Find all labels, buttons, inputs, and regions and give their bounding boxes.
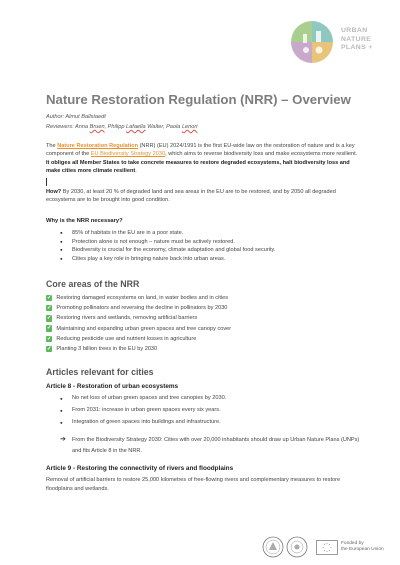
page-title: Nature Restoration Regulation (NRR) – Overview [46, 92, 351, 107]
intro-paragraph: The Nature Restoration Regulation (NRR) (EU) 2024/1991 is the first EU-wide law on the restoration of nature and is a key component of the EU Biodiversity Strategy 2030, which aims to reverse biodiversity loss and make ecosystems more resilient. It obliges all Member States to take concrete measures to restore degraded ecosystems, halt biodiversity loss and make cities more climate resilient. [46, 143, 358, 175]
list-item: ● 85% of habitats in the EU are in a poor state. [60, 229, 275, 238]
arrow-right-icon: ➔ [60, 436, 66, 443]
list-item: ● From 2031: increase in urban green spaces every six years. [60, 405, 226, 417]
biodiversity-strategy-link[interactable]: EU Biodiversity Strategy 2030 [90, 151, 166, 158]
check-icon: ✓ [46, 294, 52, 301]
urban-nature-plans-logo [290, 18, 390, 68]
list-item: ✓ Restoring damaged ecosystems on land, in water bodies and in cities [46, 294, 229, 302]
list-item: ● No net loss of urban green spaces and tree canopies by 2030. [60, 393, 226, 405]
nrr-link[interactable]: Nature Restoration Regulation [57, 143, 139, 149]
partner-seal-icon [286, 536, 308, 558]
article-8-list [60, 393, 226, 428]
core-areas-list [46, 293, 231, 354]
how-paragraph: How? By 2030, at least 20 % of degraded land and sea areas in the EU are to be restored, and by 2050 all degraded ecosystems are to be brought into good condition. [46, 189, 336, 204]
list-item: ● Protection alone is not enough – nature must be actively restored. [60, 238, 275, 247]
why-list [60, 229, 275, 263]
check-icon: ✓ [46, 345, 52, 352]
why-heading: Why is the NRR necessary? [46, 218, 123, 224]
check-icon: ✓ [46, 305, 52, 312]
logo-wordmark: URBAN NATURE PLANS + [341, 27, 373, 52]
list-item: ✓ Planting 3 billion trees in the EU by 2030 [46, 345, 158, 353]
core-areas-heading: Core areas of the NRR [46, 279, 140, 289]
eu-flag-icon [316, 540, 338, 555]
list-item: ● Cities play a key role in bringing nature back into urban areas. [60, 255, 275, 264]
article-9-text: Removal of artificial barriers to restore 25,000 kilometres of free-flowing rivers and complementary measures to restore floodplains and wetlands. [46, 477, 341, 492]
list-item: ✓ Promoting pollinators and reversing the decline in pollinators by 2030 [46, 305, 228, 312]
text-cursor [46, 178, 47, 186]
city-seal-icon [262, 536, 284, 558]
list-item: ✓ Restoring rivers and wetlands, removing artificial barriers [46, 315, 198, 322]
list-item: ✓ Maintaining and expanding urban green spaces and tree canopy cover [46, 325, 232, 332]
check-icon: ✓ [46, 335, 52, 342]
articles-heading: Articles relevant for cities [46, 367, 154, 377]
funded-by-eu-text: Funded by the European Union [341, 541, 384, 553]
author-line: Author: Almut Ballstaedt [46, 114, 106, 120]
list-item: ● Biodiversity is crucial for the economy, climate adaptation and global food security. [60, 246, 275, 255]
article-9-heading: Article 9 - Restoring the connectivity of rivers and floodplains [46, 465, 234, 472]
list-item: ● Integration of green spaces into buildings and infrastructure. [60, 417, 226, 429]
list-item: ✓ Reducing pesticide use and nutrient losses in agriculture [46, 335, 197, 342]
check-icon: ✓ [46, 325, 52, 332]
reviewers-line: Reviewers: Anna Bruen, Philipp Lafaella Walter, Paola Lenori [46, 124, 198, 130]
article-8-note: ➔ From the Biodiversity Strategy 2030: Cities with over 20,000 inhabitants should draw up Urban Nature Plans (UNPs) and fits Article 8 in the NRR. [60, 436, 360, 454]
article-8-heading: Article 8 - Restoration of urban ecosystems [46, 383, 179, 390]
check-icon: ✓ [46, 315, 52, 322]
